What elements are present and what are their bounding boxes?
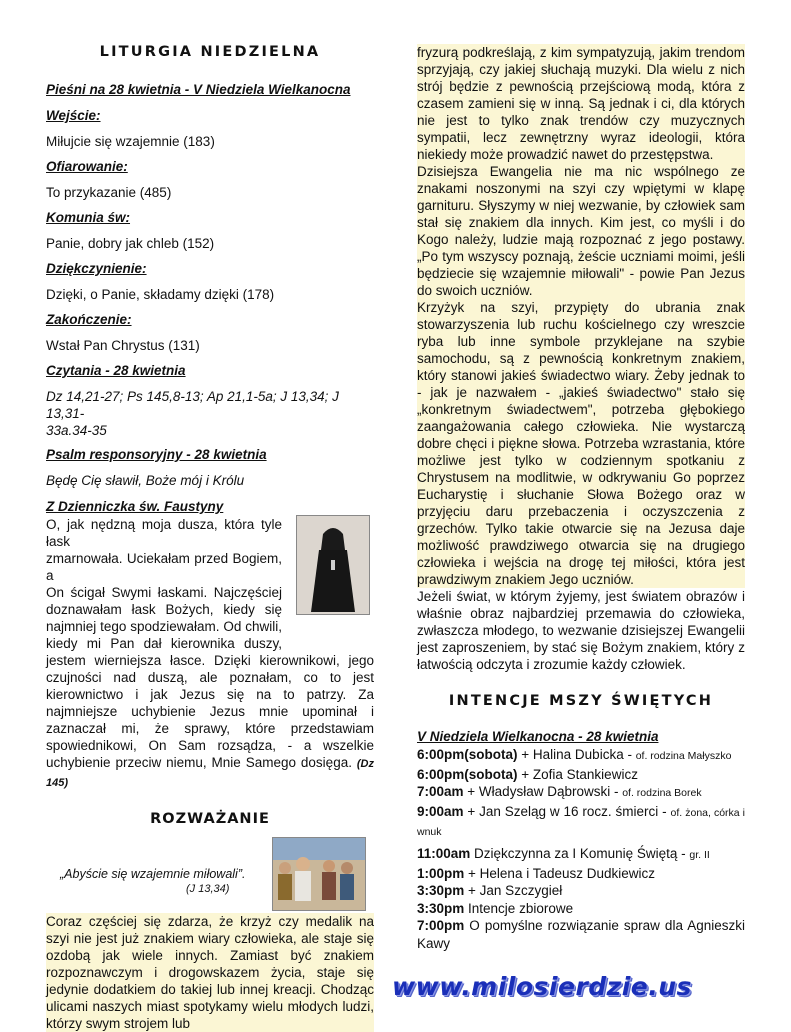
mass-time: 11:00am [417, 845, 471, 861]
mass-intention: + Helena i Tadeusz Dudkiewicz [464, 865, 656, 881]
mass-time: 6:00pm(sobota) [417, 747, 518, 762]
mass-intention: + Jan Szeląg w 16 rocz. śmierci - [463, 803, 671, 819]
diary-line-1: O, jak nędzną moja dusza, która tyle łask [46, 517, 282, 549]
entrance-song: Miłujcie się wzajemnie (183) [46, 134, 215, 149]
liturgy-items [46, 107, 374, 354]
diary-wrapped-lines [46, 516, 282, 652]
left-column [46, 44, 374, 1032]
mass-item [417, 917, 745, 952]
diary-text-body: jestem wierniejsza łasce. Dzięki kierownikowi, jego czujności nad duszą, ale poznałam, co to jest kierownictwo i jak Jezus się na to patrzy. Za najmniejsze uchybienie Jezus mnie upominał i zaznaczał mi, że sprawy, które przedstawiam spowiednikowi, On Sam rozsądza, - a wszelkie uchybienie przeciw niemu, Mnie Samego dosięga. [46, 653, 374, 770]
diary-line-3: On ścigał Swymi łaskami. Najczęściej [46, 585, 282, 600]
mass-note: of. rodzina Małyszko [635, 750, 732, 762]
reflection-paragraph-4: Jeżeli świat, w którym żyjemy, jest światem obrazów i właśnie obraz najbardziej przemawia do człowieka, zwłaszcza młodego, to wezwanie dzisiejszej Ewangelii jest zaproszeniem, by stać się Bożym znakiem, który z łatwością odczyta i zrozumie każdy człowiek. [417, 589, 745, 672]
reflection-paragraph-1: fryzurą podkreślają, z kim sympatyzują, jakim trendom sprzyjają, czy jakiej słuchają muzyki. Dla wielu z nich strój będzie z pewnością przejściową modą, która z czasem zamieni się w inną. Są jednak i ci, dla których nie jest to tylko znak trendów czy muzycznych sympatii, lecz zewnętrzny wyraz ideologii, która niekiedy może prowadzić nawet do przestępstwa. [417, 45, 745, 162]
thanksgiving-song: Dzięki, o Panie, składamy dzięki (178) [46, 287, 275, 302]
mass-item [417, 845, 745, 865]
psalm-label: Psalm responsoryjny - 28 kwietnia [46, 447, 267, 462]
mass-intention: O pomyślne rozwiązanie spraw dla Agnieszki Kawy [417, 918, 745, 951]
reflection-paragraph-3: Krzyżyk na szyi, przypięty do ubrania znak stowarzyszenia lub ruchu kościelnego czy wreszcie ryba lub inne symbole przyklejane na szybie samochodu, są z pewnością konkretnym znakiem, który stanowi jakieś świadectwo wiary. Żeby jednak to - jak je nazwałem - „jakieś świadectwo" stało się „konkretnym świadectwem", potrzeba głębokiego zaangażowania całego człowieka. Nie wystarczą dobre chęci i piękne słowa. Potrzeba wzrastania, które możliwe jest tylko w codziennym spotkaniu z Chrystusem na modlitwie, w odkrywaniu Go poprzez Eucharystię i słuchanie Słowa Bożego oraz w przyjęciu daru przebaczenia i oczyszczenia z grzechów. Tylko takie otwarcie się na Jezusa daje możliwość prawdziwego otwarcia się na drugiego człowieka i wejścia na drogę tej miłości, która jest prawdziwym znakiem Jego uczniów. [417, 300, 745, 587]
website-link[interactable]: www.milosierdzie.us [392, 972, 692, 1001]
reflection-paragraph-2: Dzisiejsza Ewangelia nie ma nic wspólnego ze znakami noszonymi na szyi czy wpiętymi w klapę garnituru. Słyszymy w niej wezwanie, by człowiek sam stał się znakiem dla innych. Kim jest, co myśli i do Kogo należy, ludzie mają rozpoznać z jego postawy. „Po tym wszyscy poznają, żeście uczniami moimi, jeśli będziecie się wzajemnie miłowali" - powie Pan Jezus do swoich uczniów. [417, 164, 745, 298]
reflection-title: ROZWAŻANIE [150, 811, 270, 827]
intentions-title: INTENCJE MSZY ŚWIĘTYCH [448, 693, 714, 709]
mass-item [417, 766, 745, 784]
closing-label: Zakończenie: [46, 312, 132, 327]
reflection-section [46, 811, 374, 1032]
mass-note: of. żona, córka i wnuk [417, 806, 745, 839]
mass-item [417, 882, 745, 900]
mass-time: 7:00am [417, 784, 464, 800]
mass-intention: + Jan Szczygieł [464, 883, 563, 899]
entrance-label: Wejście: [46, 108, 101, 123]
communion-song: Panie, dobry jak chleb (152) [46, 236, 215, 251]
mass-time: 3:30pm [417, 900, 465, 916]
mass-note: of. rodzina Borek [622, 787, 702, 800]
mass-list [417, 746, 745, 953]
readings-line-1: Dz 14,21-27; Ps 145,8-13; Ap 21,1-5a; J 13,34; J 13,31- [46, 389, 339, 421]
diary-image [296, 515, 370, 615]
mass-item [417, 746, 745, 766]
diary-title: Z Dzienniczka św. Faustyny [46, 499, 224, 514]
mass-intention: + Władysław Dąbrowski - [463, 784, 623, 800]
diary-section [46, 498, 374, 792]
mass-item [417, 900, 745, 918]
diary-line-2: zmarnowała. Uciekałam przed Bogiem, a [46, 551, 282, 583]
diary-ref: (Dz 145) [46, 758, 374, 789]
mass-time: 3:30pm [417, 883, 465, 899]
offertory-label: Ofiarowanie: [46, 159, 128, 174]
right-column [417, 44, 745, 953]
jesus-apostles-icon [273, 838, 365, 910]
mass-time: 1:00pm [417, 865, 465, 881]
communion-label: Komunia św: [46, 210, 131, 225]
diary-text [46, 652, 374, 792]
intentions-subtitle: V Niedziela Wielkanocna - 28 kwietnia [417, 729, 659, 744]
liturgy-title: LITURGIA NIEDZIELNA [99, 44, 321, 60]
mass-note: gr. II [689, 848, 710, 861]
readings-line-2: 33a.34-35 [46, 423, 107, 438]
readings-label: Czytania - 28 kwietnia [46, 363, 186, 378]
mass-item [417, 783, 745, 803]
mass-intention: + Zofia Stankiewicz [517, 766, 638, 782]
mass-item [417, 803, 745, 842]
diary-line-4: doznawałam łask Bożych, kiedy się [46, 602, 282, 617]
nun-figure-icon [297, 516, 369, 614]
psalm-text: Będę Cię sławił, Boże mój i Królu [46, 473, 245, 488]
mass-time: 9:00am [417, 803, 464, 819]
mass-item [417, 865, 745, 883]
mass-intention: Dziękczynna za I Komunię Świętą - [470, 845, 690, 861]
mass-time: 7:00pm [417, 918, 465, 934]
liturgy-subtitle: Pieśni na 28 kwietnia - V Niedziela Wielkanocna [46, 82, 351, 97]
reflection-image [272, 837, 366, 911]
reflection-left-text: Coraz częściej się zdarza, że krzyż czy medalik na szyi nie jest już znakiem wiary człowieka, ale staje się ozdobą jak wiele innych. Zamiast być znakiem rozpoznawczym i drogowskazem życia, staje się jedynie dodatkiem do takiej lub innej kreacji. Chodząc ulicami naszych miast spotykamy wielu młodych ludzi, którzy swym strojem lub [46, 914, 374, 1031]
diary-line-6: kiedy mi Pan dał kierownika duszy, [46, 636, 282, 651]
diary-line-5: najmniej tego spodziewałam. Od chwili, [46, 619, 282, 634]
thanksgiving-label: Dziękczynienie: [46, 261, 147, 276]
offertory-song: To przykazanie (485) [46, 185, 172, 200]
mass-intention: + Halina Dubicka - [517, 747, 636, 762]
mass-intention: Intencje zbiorowe [464, 900, 574, 916]
reflection-quote-ref: (J 13,34) [186, 883, 230, 895]
closing-song: Wstał Pan Chrystus (131) [46, 338, 200, 353]
reflection-quote: „Abyście się wzajemnie miłowali”. [60, 867, 246, 881]
mass-time: 6:00pm(sobota) [417, 766, 518, 782]
